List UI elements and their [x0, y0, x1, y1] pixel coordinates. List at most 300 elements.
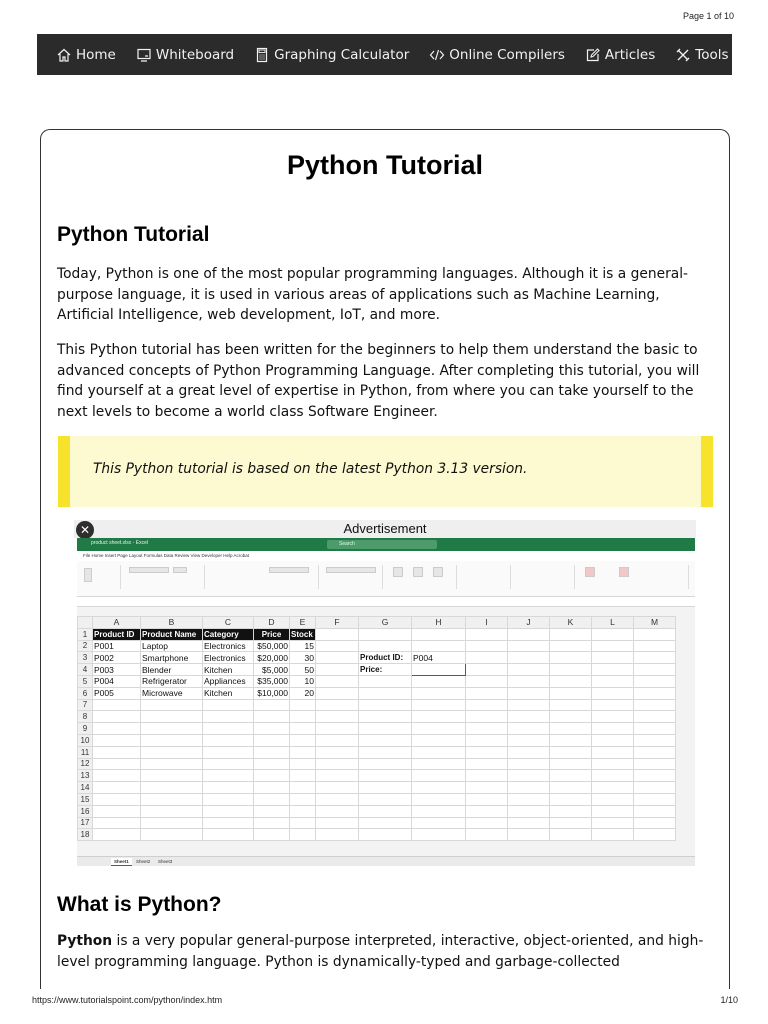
cell [141, 758, 203, 770]
cell [412, 782, 466, 794]
row-header: 3 [78, 652, 93, 664]
cell [412, 829, 466, 841]
cell [141, 734, 203, 746]
ribbon-button [585, 567, 595, 577]
cell [508, 805, 550, 817]
cell [466, 758, 508, 770]
cell [592, 758, 634, 770]
cell [466, 770, 508, 782]
cell [290, 734, 316, 746]
cell [550, 640, 592, 652]
cell [359, 770, 412, 782]
cell [316, 805, 359, 817]
lookup-label-product-id: Product ID: [359, 652, 412, 664]
header-cell: Category [203, 628, 254, 640]
table-row [78, 782, 676, 794]
table-row [78, 817, 676, 829]
cell: $50,000 [254, 640, 290, 652]
row-header: 13 [78, 770, 93, 782]
row-header: 18 [78, 829, 93, 841]
cell: P002 [93, 652, 141, 664]
table-row [78, 711, 676, 723]
col-header: E [290, 617, 316, 629]
nav-label-graphing-calculator: Graphing Calculator [274, 46, 410, 63]
cell [141, 746, 203, 758]
cell [466, 699, 508, 711]
cell [508, 723, 550, 735]
cell [359, 711, 412, 723]
cell [93, 805, 141, 817]
cell: P001 [93, 640, 141, 652]
cell [359, 746, 412, 758]
cell [203, 782, 254, 794]
spreadsheet-grid [77, 616, 695, 841]
cell [412, 687, 466, 699]
python-bold-term: Python [57, 933, 113, 949]
sheet-tab: Sheet3 [158, 859, 173, 864]
cell [634, 699, 676, 711]
cell [203, 746, 254, 758]
selected-cell [412, 664, 466, 676]
cell [412, 734, 466, 746]
cell [359, 640, 412, 652]
cell: 20 [290, 687, 316, 699]
ribbon-button [269, 567, 309, 573]
cell [634, 675, 676, 687]
cell [592, 817, 634, 829]
cell [550, 746, 592, 758]
cell [359, 687, 412, 699]
cell [508, 829, 550, 841]
footer-page-number: 1/10 [720, 995, 738, 1005]
cell [466, 664, 508, 676]
row-header: 9 [78, 723, 93, 735]
nav-label-articles: Articles [604, 46, 656, 63]
section-title: Python Tutorial [57, 223, 210, 246]
col-header: L [592, 617, 634, 629]
cell [508, 817, 550, 829]
sheet-tab: Sheet1 [111, 858, 132, 866]
cell [550, 734, 592, 746]
row-header: 4 [78, 664, 93, 676]
cell [316, 664, 359, 676]
cell [141, 805, 203, 817]
cell [93, 829, 141, 841]
cell [316, 758, 359, 770]
cell [316, 687, 359, 699]
table-row [78, 805, 676, 817]
code-icon [429, 47, 445, 63]
cell: Smartphone [141, 652, 203, 664]
cell [141, 699, 203, 711]
cell [634, 664, 676, 676]
cell [550, 652, 592, 664]
col-header: B [141, 617, 203, 629]
cell [592, 793, 634, 805]
cell [359, 675, 412, 687]
cell: Appliances [203, 675, 254, 687]
cell [592, 628, 634, 640]
spreadsheet-ribbon [77, 561, 695, 597]
cell [412, 723, 466, 735]
cell [290, 770, 316, 782]
cell: $5,000 [254, 664, 290, 676]
cell [290, 758, 316, 770]
col-header: K [550, 617, 592, 629]
table-row [78, 734, 676, 746]
ad-close-icon[interactable]: ✕ [76, 521, 94, 539]
what-is-python-heading: What is Python? [57, 893, 222, 916]
cell [359, 734, 412, 746]
row-header: 2 [78, 640, 93, 652]
cell [466, 829, 508, 841]
cell [508, 782, 550, 794]
cell [290, 746, 316, 758]
advertisement-block[interactable] [74, 520, 696, 868]
nav-label-online-compilers: Online Compilers [449, 46, 565, 63]
cell: 10 [290, 675, 316, 687]
cell [592, 652, 634, 664]
ribbon-button [84, 568, 92, 582]
nav-item-articles[interactable] [575, 34, 665, 75]
table-row [78, 770, 676, 782]
cell [290, 699, 316, 711]
ribbon-button [326, 567, 376, 573]
cell [550, 793, 592, 805]
cell [93, 723, 141, 735]
nav-item-tools[interactable] [665, 34, 732, 75]
col-header: J [508, 617, 550, 629]
ribbon-button [619, 567, 629, 577]
cell: P004 [93, 675, 141, 687]
cell [592, 746, 634, 758]
cell [508, 770, 550, 782]
version-note [58, 436, 713, 507]
cell [93, 770, 141, 782]
cell [254, 734, 290, 746]
page-title: Python Tutorial [287, 150, 483, 180]
row-header: 11 [78, 746, 93, 758]
cell [466, 817, 508, 829]
cell [316, 640, 359, 652]
cell [359, 699, 412, 711]
cell [634, 640, 676, 652]
edit-icon [585, 47, 601, 63]
row-header: 12 [78, 758, 93, 770]
cell: 50 [290, 664, 316, 676]
cell [290, 817, 316, 829]
cell [412, 758, 466, 770]
top-navbar [37, 34, 732, 75]
cell: 15 [290, 640, 316, 652]
cell [634, 734, 676, 746]
cell [316, 675, 359, 687]
ribbon-button [393, 567, 403, 577]
calculator-icon [254, 47, 270, 63]
cell [141, 770, 203, 782]
lookup-value-product-id: P004 [412, 652, 466, 664]
nav-item-online-compilers[interactable] [419, 34, 575, 75]
cell [466, 723, 508, 735]
cell [508, 699, 550, 711]
cell: Blender [141, 664, 203, 676]
cell [592, 770, 634, 782]
cell [412, 746, 466, 758]
cell [634, 746, 676, 758]
cell [316, 628, 359, 640]
cell [508, 734, 550, 746]
cell [592, 782, 634, 794]
cell [141, 711, 203, 723]
cell: $35,000 [254, 675, 290, 687]
cell [290, 805, 316, 817]
cell [550, 817, 592, 829]
cell [290, 782, 316, 794]
cell [466, 746, 508, 758]
cell [359, 628, 412, 640]
cell [634, 723, 676, 735]
cell [93, 699, 141, 711]
cell [592, 675, 634, 687]
row-header: 16 [78, 805, 93, 817]
cell [466, 675, 508, 687]
ribbon-group-font [125, 565, 205, 589]
cell [634, 817, 676, 829]
row-header: 14 [78, 782, 93, 794]
cell: P005 [93, 687, 141, 699]
table-row [78, 746, 676, 758]
cell [93, 758, 141, 770]
nav-item-whiteboard[interactable] [126, 34, 244, 75]
ribbon-group-clipboard [81, 565, 121, 589]
cell [634, 770, 676, 782]
cell [412, 675, 466, 687]
col-header: I [466, 617, 508, 629]
cell: $10,000 [254, 687, 290, 699]
col-header: G [359, 617, 412, 629]
table-row [78, 628, 676, 640]
cell [634, 687, 676, 699]
cell: Electronics [203, 652, 254, 664]
whiteboard-icon [136, 47, 152, 63]
footer-url: https://www.tutorialspoint.com/python/index.htm [32, 995, 223, 1005]
ribbon-button [173, 567, 187, 573]
table-row [78, 664, 676, 676]
col-header: C [203, 617, 254, 629]
cell [359, 723, 412, 735]
cell [592, 723, 634, 735]
col-header: F [316, 617, 359, 629]
cell [93, 793, 141, 805]
spreadsheet-window-title: product sheet.xlsx - Excel [91, 540, 148, 546]
cell [466, 687, 508, 699]
cell [550, 711, 592, 723]
cell [412, 805, 466, 817]
cell [316, 711, 359, 723]
cell [508, 640, 550, 652]
cell [93, 711, 141, 723]
ribbon-group-alignment [209, 565, 319, 589]
ribbon-button [129, 567, 169, 573]
cell [359, 805, 412, 817]
cell [508, 758, 550, 770]
table-row [78, 829, 676, 841]
cell [634, 782, 676, 794]
cell [141, 817, 203, 829]
ribbon-group-editing [515, 565, 575, 589]
cell [592, 699, 634, 711]
nav-item-graphing-calculator[interactable] [244, 34, 419, 75]
cell [93, 734, 141, 746]
cell [412, 699, 466, 711]
table-row [78, 652, 676, 664]
nav-item-home[interactable] [37, 34, 126, 75]
cell: Kitchen [203, 687, 254, 699]
cell: Refrigerator [141, 675, 203, 687]
intro-paragraph-2: This Python tutorial has been written for the beginners to help them understand the basic to advanced concepts of Python Programming Language. After completing this tutorial, you will find yourself at a great level of expertise in Python, from where you can take yourself to the next levels to become a world class Software Engineer. [57, 342, 700, 420]
cell [550, 782, 592, 794]
cell [592, 711, 634, 723]
cell [359, 782, 412, 794]
cell [203, 770, 254, 782]
col-header: D [254, 617, 290, 629]
row-header: 17 [78, 817, 93, 829]
sheet-tabs [77, 856, 695, 866]
cell [466, 805, 508, 817]
cell [508, 664, 550, 676]
cell [592, 805, 634, 817]
cell [93, 817, 141, 829]
what-is-python-text: is a very popular general-purpose interpreted, interactive, object-oriented, and high-level programming language. Python is dynamically-typed and garbage-collected [57, 933, 704, 970]
cell [203, 699, 254, 711]
cell [634, 652, 676, 664]
cell [550, 664, 592, 676]
cell [203, 829, 254, 841]
cell [466, 793, 508, 805]
cell [359, 758, 412, 770]
cell [316, 699, 359, 711]
cell [466, 628, 508, 640]
ribbon-group-cells [461, 565, 511, 589]
what-is-python-paragraph [57, 931, 717, 972]
cell [508, 675, 550, 687]
cell [508, 746, 550, 758]
cell [316, 746, 359, 758]
cell [316, 817, 359, 829]
cell [359, 817, 412, 829]
cell [203, 711, 254, 723]
cell [141, 793, 203, 805]
cell [592, 829, 634, 841]
ad-label: Advertisement [343, 521, 427, 536]
row-header: 10 [78, 734, 93, 746]
cell [141, 782, 203, 794]
cell [412, 793, 466, 805]
cell: P003 [93, 664, 141, 676]
row-header: 1 [78, 628, 93, 640]
table-row [78, 758, 676, 770]
cell [592, 734, 634, 746]
cell [412, 817, 466, 829]
cell [316, 723, 359, 735]
ribbon-group-number [323, 565, 383, 589]
version-note-text: This Python tutorial is based on the latest Python 3.13 version. [93, 461, 528, 477]
cell [466, 734, 508, 746]
cell [254, 723, 290, 735]
empty-rows [78, 699, 676, 841]
cell [93, 782, 141, 794]
table-row [78, 640, 676, 652]
ribbon-group-acrobat [579, 565, 689, 589]
cell [508, 652, 550, 664]
corner-cell [78, 617, 93, 629]
row-header: 8 [78, 711, 93, 723]
cell [254, 711, 290, 723]
cell [254, 699, 290, 711]
nav-label-tools: Tools [695, 46, 729, 63]
row-header: 5 [78, 675, 93, 687]
cell [316, 829, 359, 841]
cell [203, 758, 254, 770]
cell [254, 793, 290, 805]
cell [466, 711, 508, 723]
ad-spreadsheet-image [77, 538, 695, 866]
cell [359, 829, 412, 841]
table-row [78, 723, 676, 735]
cell [290, 829, 316, 841]
cell [316, 734, 359, 746]
cell [203, 817, 254, 829]
cell: $20,000 [254, 652, 290, 664]
cell [550, 805, 592, 817]
nav-label-home: Home [76, 46, 116, 63]
cell [550, 628, 592, 640]
ribbon-button [433, 567, 443, 577]
cell [254, 829, 290, 841]
cell [592, 664, 634, 676]
row-header: 6 [78, 687, 93, 699]
cell [290, 793, 316, 805]
row-header: 15 [78, 793, 93, 805]
cell [634, 711, 676, 723]
cell [466, 652, 508, 664]
row-header: 7 [78, 699, 93, 711]
cell [316, 782, 359, 794]
cell [290, 711, 316, 723]
cell [592, 640, 634, 652]
cell [466, 782, 508, 794]
cell [254, 770, 290, 782]
col-header: A [93, 617, 141, 629]
ribbon-button [413, 567, 423, 577]
table-row [78, 793, 676, 805]
header-cell: Product ID [93, 628, 141, 640]
tutorial-card [40, 129, 730, 989]
cell [634, 829, 676, 841]
header-cell: Product Name [141, 628, 203, 640]
cell [466, 640, 508, 652]
cell [634, 758, 676, 770]
cell [634, 793, 676, 805]
home-icon [56, 47, 72, 63]
cell [412, 711, 466, 723]
cell [254, 758, 290, 770]
cell [550, 687, 592, 699]
cell [254, 782, 290, 794]
cell [203, 805, 254, 817]
cell [550, 723, 592, 735]
cell [412, 628, 466, 640]
